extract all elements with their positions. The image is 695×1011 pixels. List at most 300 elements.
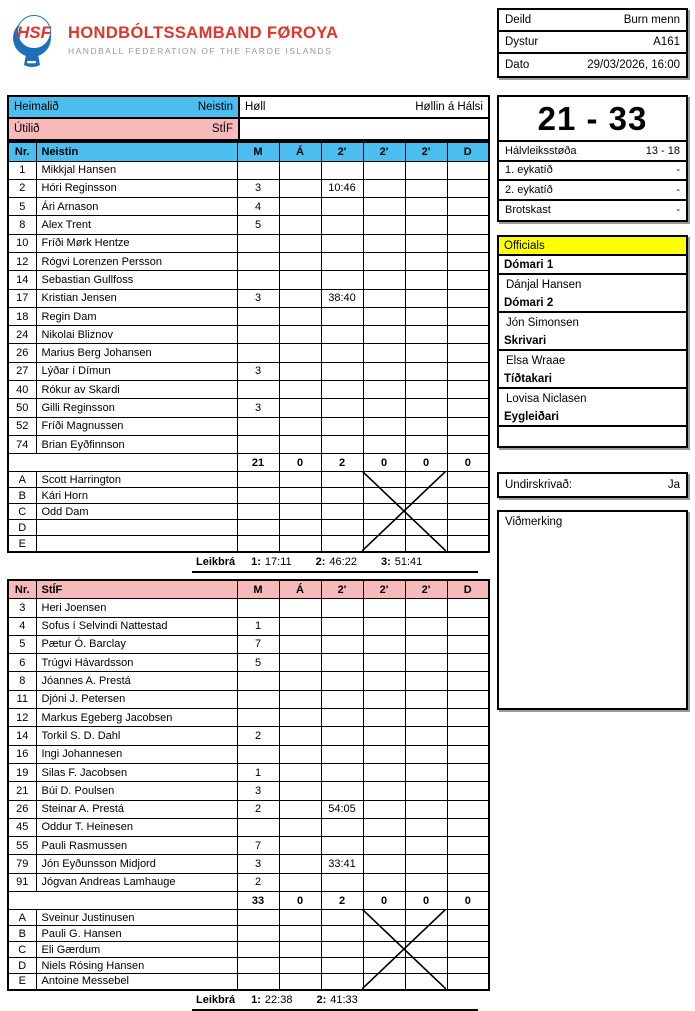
score-label: 2. eykatíð: [505, 183, 553, 196]
suspension3-cell: [405, 252, 447, 270]
player-row: [8, 672, 489, 690]
suspension3-cell: [405, 198, 447, 216]
suspension1-cell: [321, 654, 363, 672]
suspension3-cell: [405, 599, 447, 617]
federation-title: HONDBÓLTSSAMBAND FØROYA: [68, 24, 339, 42]
suspension2-cell: [363, 271, 405, 289]
official-role: Skrivari: [499, 332, 686, 351]
away-totals-row: [8, 892, 489, 910]
timeout-time: 22:38: [264, 993, 293, 1006]
suspension3-cell: [405, 161, 447, 179]
goals-cell: [237, 435, 279, 453]
player-row: [8, 252, 489, 270]
suspension3-cell: [405, 381, 447, 399]
player-row: [8, 654, 489, 672]
goals-cell: 5: [237, 654, 279, 672]
goals-cell: [237, 271, 279, 289]
player-row: [8, 873, 489, 891]
player-row: [8, 435, 489, 453]
disqualification-cell: [447, 234, 489, 252]
suspension1-cell: [321, 782, 363, 800]
match-info-row: [499, 54, 686, 76]
player-number: 8: [8, 672, 36, 690]
official-name: Lovisa Niclasen: [506, 392, 587, 405]
away-players: [8, 599, 489, 892]
player-name: Nikolai Bliznov: [36, 326, 237, 344]
warning-column-header: Á: [279, 580, 321, 599]
suspension1-cell: [321, 599, 363, 617]
timeout-time: 41:33: [330, 993, 358, 1006]
suspension2-cell: [363, 855, 405, 873]
suspension1-cell: [321, 873, 363, 891]
bench-code: B: [8, 488, 36, 504]
goals-cell: [237, 381, 279, 399]
disqualification-column-header: D: [447, 142, 489, 161]
player-row: [8, 344, 489, 362]
suspension2-cell: [363, 435, 405, 453]
suspension1-cell: [321, 326, 363, 344]
suspension3-column-header: 2': [405, 580, 447, 599]
suspension2-cell: [363, 782, 405, 800]
total-warnings: 0: [279, 892, 321, 910]
goals-cell: [237, 745, 279, 763]
goals-cell: 3: [237, 179, 279, 197]
warning-cell: [279, 635, 321, 653]
player-number: 16: [8, 745, 36, 763]
player-row: [8, 690, 489, 708]
federation-brand: [11, 10, 488, 70]
timeout-time: 17:11: [264, 555, 292, 568]
disqualification-cell: [447, 672, 489, 690]
player-name: Rókur av Skardi: [36, 381, 237, 399]
suspension3-cell: [405, 307, 447, 325]
score-detail-row: [499, 201, 686, 221]
bench-code: D: [8, 520, 36, 536]
timeout-time: 46:22: [329, 555, 357, 568]
suspension2-cell: [363, 161, 405, 179]
timeout-index: 3:: [380, 555, 391, 568]
suspension3-cell: [405, 362, 447, 380]
official-name: Dánjal Hansen: [506, 278, 582, 291]
warning-cell: [279, 271, 321, 289]
suspension2-cell: [363, 800, 405, 818]
bench-name: Pauli G. Hansen: [36, 926, 237, 942]
suspension2-column-header: 2': [363, 142, 405, 161]
away-roster-section: [7, 579, 488, 991]
score-detail-row: [499, 142, 686, 162]
suspension1-cell: [321, 672, 363, 690]
player-row: [8, 179, 489, 197]
suspension1-cell: [321, 234, 363, 252]
suspension3-cell: [405, 873, 447, 891]
disqualification-cell: [447, 307, 489, 325]
suspension1-cell: [321, 635, 363, 653]
official-role: Dómari 1: [499, 256, 686, 275]
home-team-name: Neistin: [197, 101, 233, 113]
player-row: [8, 818, 489, 836]
suspension1-cell: [321, 763, 363, 781]
info-value: A161: [653, 36, 680, 48]
match-info-row: [499, 10, 686, 32]
bench-row: [8, 472, 489, 488]
disqualification-cell: [447, 818, 489, 836]
disqualification-cell: [447, 216, 489, 234]
officials-header: Officials: [499, 237, 686, 256]
goals-column-header: M: [237, 580, 279, 599]
player-row: [8, 727, 489, 745]
suspension1-cell: [321, 216, 363, 234]
bench-code: E: [8, 536, 36, 552]
info-label: Deild: [505, 14, 532, 26]
disqualification-cell: [447, 271, 489, 289]
nr-column-header: Nr.: [8, 142, 36, 161]
suspension3-cell: [405, 837, 447, 855]
suspension3-cell: [405, 289, 447, 307]
suspension3-cell: [405, 635, 447, 653]
warning-cell: [279, 161, 321, 179]
suspension3-cell: [405, 690, 447, 708]
warning-cell: [279, 763, 321, 781]
official-entry: [499, 408, 686, 446]
suspension1-cell: [321, 362, 363, 380]
player-number: 11: [8, 690, 36, 708]
bench-name: Odd Dam: [36, 504, 237, 520]
player-number: 5: [8, 198, 36, 216]
player-row: [8, 271, 489, 289]
home-bench: [8, 472, 489, 552]
score-value: -: [676, 204, 680, 217]
hall-cell: [239, 96, 489, 118]
player-row: [8, 837, 489, 855]
score-label: 1. eykatíð: [505, 164, 553, 177]
suspension3-cell: [405, 617, 447, 635]
suspension1-column-header: 2': [321, 142, 363, 161]
timeout-index: 2:: [315, 555, 326, 568]
federation-subtitle: HANDBALL FEDERATION OF THE FAROE ISLANDS: [68, 46, 333, 56]
hall-name: Høllin á Hálsi: [415, 101, 483, 113]
bench-code: D: [8, 958, 36, 974]
player-row: [8, 289, 489, 307]
player-number: 21: [8, 782, 36, 800]
bench-name: [36, 520, 237, 536]
warning-cell: [279, 800, 321, 818]
goals-cell: [237, 307, 279, 325]
suspension1-cell: [321, 435, 363, 453]
player-row: [8, 763, 489, 781]
remarks-label: Viðmerking: [505, 516, 563, 528]
suspension1-cell: [321, 252, 363, 270]
suspension1-cell: 38:40: [321, 289, 363, 307]
suspension1-cell: [321, 709, 363, 727]
suspension2-cell: [363, 709, 405, 727]
player-number: 27: [8, 362, 36, 380]
official-entry: [499, 256, 686, 294]
warning-cell: [279, 855, 321, 873]
suspension2-cell: [363, 837, 405, 855]
disqualification-cell: [447, 873, 489, 891]
player-number: 26: [8, 344, 36, 362]
disqualification-cell: [447, 654, 489, 672]
nr-column-header: Nr.: [8, 580, 36, 599]
player-number: 4: [8, 617, 36, 635]
total-suspensions1: 2: [321, 892, 363, 910]
signature-label: Undirskrivað:: [505, 479, 573, 491]
home-roster-table: [7, 141, 490, 553]
disqualification-column-header: D: [447, 580, 489, 599]
player-name: Lýðar í Dímun: [36, 362, 237, 380]
match-info-row: [499, 32, 686, 54]
match-info-box: [497, 8, 688, 78]
player-number: 6: [8, 654, 36, 672]
suspension1-cell: [321, 381, 363, 399]
goals-cell: 1: [237, 617, 279, 635]
player-number: 18: [8, 307, 36, 325]
warning-cell: [279, 362, 321, 380]
player-row: [8, 617, 489, 635]
suspension2-cell: [363, 381, 405, 399]
official-entry: [499, 294, 686, 332]
disqualification-cell: [447, 362, 489, 380]
suspension2-cell: [363, 307, 405, 325]
player-number: 10: [8, 234, 36, 252]
player-name: Fríði Magnussen: [36, 417, 237, 435]
disqualification-cell: [447, 745, 489, 763]
player-row: [8, 234, 489, 252]
player-row: [8, 417, 489, 435]
hsf-logo-icon: [11, 11, 55, 69]
player-row: [8, 855, 489, 873]
player-name: Jógvan Andreas Lamhauge: [36, 873, 237, 891]
home-label: Heimalið: [14, 101, 59, 113]
suspension2-cell: [363, 599, 405, 617]
home-players: [8, 161, 489, 454]
disqualification-cell: [447, 399, 489, 417]
bench-name: Eli Gærdum: [36, 942, 237, 958]
goals-cell: [237, 690, 279, 708]
suspension1-cell: [321, 617, 363, 635]
player-name: Jóannes A. Prestá: [36, 672, 237, 690]
player-name: Marius Berg Johansen: [36, 344, 237, 362]
suspension2-cell: [363, 417, 405, 435]
suspension3-cell: [405, 435, 447, 453]
score-label: Hálvleiksstøða: [505, 144, 577, 157]
info-label: Dato: [505, 59, 530, 71]
disqualification-cell: [447, 599, 489, 617]
total-suspensions1: 2: [321, 454, 363, 472]
warning-column-header: Á: [279, 142, 321, 161]
goals-cell: 2: [237, 727, 279, 745]
goals-column-header: M: [237, 142, 279, 161]
official-name: [499, 427, 686, 446]
score-value: -: [676, 164, 680, 177]
suspension2-cell: [363, 216, 405, 234]
player-number: 12: [8, 709, 36, 727]
suspension3-cell: [405, 763, 447, 781]
goals-cell: 3: [237, 855, 279, 873]
warning-cell: [279, 179, 321, 197]
warning-cell: [279, 672, 321, 690]
warning-cell: [279, 617, 321, 635]
warning-cell: [279, 745, 321, 763]
goals-cell: [237, 672, 279, 690]
player-number: 1: [8, 161, 36, 179]
disqualification-cell: [447, 381, 489, 399]
disqualification-cell: [447, 709, 489, 727]
suspension1-cell: [321, 161, 363, 179]
player-name: Fríði Mørk Hentze: [36, 234, 237, 252]
away-roster-table: [7, 579, 490, 991]
player-number: 12: [8, 252, 36, 270]
player-number: 55: [8, 837, 36, 855]
official-entry: [499, 332, 686, 370]
suspension2-cell: [363, 654, 405, 672]
goals-cell: 3: [237, 782, 279, 800]
warning-cell: [279, 873, 321, 891]
timeout-entry: [381, 556, 422, 568]
suspension2-cell: [363, 198, 405, 216]
official-role: Dómari 2: [499, 294, 686, 313]
suspension3-cell: [405, 326, 447, 344]
disqualification-cell: [447, 198, 489, 216]
suspension1-cell: 10:46: [321, 179, 363, 197]
timeout-entry: [251, 994, 292, 1006]
suspension2-cell: [363, 727, 405, 745]
bench-row: [8, 488, 489, 504]
player-number: 91: [8, 873, 36, 891]
player-name: Djóni J. Petersen: [36, 690, 237, 708]
home-roster-section: [7, 141, 488, 553]
player-name: Kristian Jensen: [36, 289, 237, 307]
suspension3-cell: [405, 855, 447, 873]
svg-text:HSF: HSF: [17, 23, 51, 42]
disqualification-cell: [447, 635, 489, 653]
disqualification-cell: [447, 763, 489, 781]
right-column: [497, 8, 688, 710]
warning-cell: [279, 782, 321, 800]
bench-row: [8, 520, 489, 536]
total-suspensions3: 0: [405, 892, 447, 910]
bench-row: [8, 942, 489, 958]
info-value: Burn menn: [623, 14, 680, 26]
goals-cell: [237, 818, 279, 836]
goals-cell: [237, 234, 279, 252]
team-name-header: Neistin: [36, 142, 237, 161]
bench-code: A: [8, 472, 36, 488]
officials-entries: [499, 256, 686, 446]
disqualification-cell: [447, 289, 489, 307]
total-warnings: 0: [279, 454, 321, 472]
warning-cell: [279, 344, 321, 362]
warning-cell: [279, 654, 321, 672]
player-number: 17: [8, 289, 36, 307]
suspension3-cell: [405, 818, 447, 836]
goals-cell: [237, 417, 279, 435]
timeout-entries: [251, 556, 422, 568]
suspension1-cell: [321, 837, 363, 855]
suspension3-cell: [405, 800, 447, 818]
player-row: [8, 709, 489, 727]
suspension3-cell: [405, 271, 447, 289]
score-detail-row: [499, 162, 686, 182]
bench-code: B: [8, 926, 36, 942]
timeout-entry: [251, 556, 292, 568]
score-label: Brotskast: [505, 204, 551, 217]
goals-cell: 7: [237, 635, 279, 653]
player-name: Alex Trent: [36, 216, 237, 234]
player-number: 52: [8, 417, 36, 435]
bench-row: [8, 974, 489, 990]
suspension2-cell: [363, 745, 405, 763]
player-name: Sebastian Gullfoss: [36, 271, 237, 289]
warning-cell: [279, 599, 321, 617]
goals-cell: [237, 161, 279, 179]
home-team-cell: [8, 96, 239, 118]
away-timeouts-row: [192, 992, 478, 1011]
player-name: Steinar A. Prestá: [36, 800, 237, 818]
suspension3-cell: [405, 672, 447, 690]
goals-cell: 3: [237, 399, 279, 417]
hall-label: Høll: [245, 101, 266, 113]
player-number: 14: [8, 727, 36, 745]
total-suspensions3: 0: [405, 454, 447, 472]
player-number: 14: [8, 271, 36, 289]
player-name: Pauli Rasmussen: [36, 837, 237, 855]
score-box: [497, 95, 688, 222]
player-name: Heri Joensen: [36, 599, 237, 617]
warning-cell: [279, 837, 321, 855]
player-name: Ingi Johannesen: [36, 745, 237, 763]
warning-cell: [279, 252, 321, 270]
warning-cell: [279, 818, 321, 836]
disqualification-cell: [447, 855, 489, 873]
player-row: [8, 198, 489, 216]
player-number: 5: [8, 635, 36, 653]
warning-cell: [279, 399, 321, 417]
suspension1-cell: [321, 271, 363, 289]
player-row: [8, 326, 489, 344]
disqualification-cell: [447, 435, 489, 453]
player-number: 50: [8, 399, 36, 417]
score-value: 13 - 18: [645, 144, 680, 157]
player-row: [8, 399, 489, 417]
suspension2-cell: [363, 672, 405, 690]
team-name-header: StÍF: [36, 580, 237, 599]
player-number: 2: [8, 179, 36, 197]
goals-cell: [237, 344, 279, 362]
suspension1-cell: [321, 307, 363, 325]
disqualification-cell: [447, 252, 489, 270]
player-name: Rógvi Lorenzen Persson: [36, 252, 237, 270]
official-role: Eygleiðari: [499, 408, 686, 427]
suspension3-cell: [405, 654, 447, 672]
suspension1-cell: 54:05: [321, 800, 363, 818]
player-name: Gilli Reginsson: [36, 399, 237, 417]
brand-text: [68, 24, 338, 56]
warning-cell: [279, 417, 321, 435]
player-number: 45: [8, 818, 36, 836]
player-name: Regin Dam: [36, 307, 237, 325]
away-roster-header: [8, 580, 489, 599]
info-value: 29/03/2026, 16:00: [587, 59, 680, 71]
disqualification-cell: [447, 782, 489, 800]
player-name: Torkil S. D. Dahl: [36, 727, 237, 745]
bench-row: [8, 958, 489, 974]
suspension2-cell: [363, 326, 405, 344]
total-suspensions2: 0: [363, 454, 405, 472]
bench-row: [8, 910, 489, 926]
warning-cell: [279, 234, 321, 252]
player-row: [8, 745, 489, 763]
